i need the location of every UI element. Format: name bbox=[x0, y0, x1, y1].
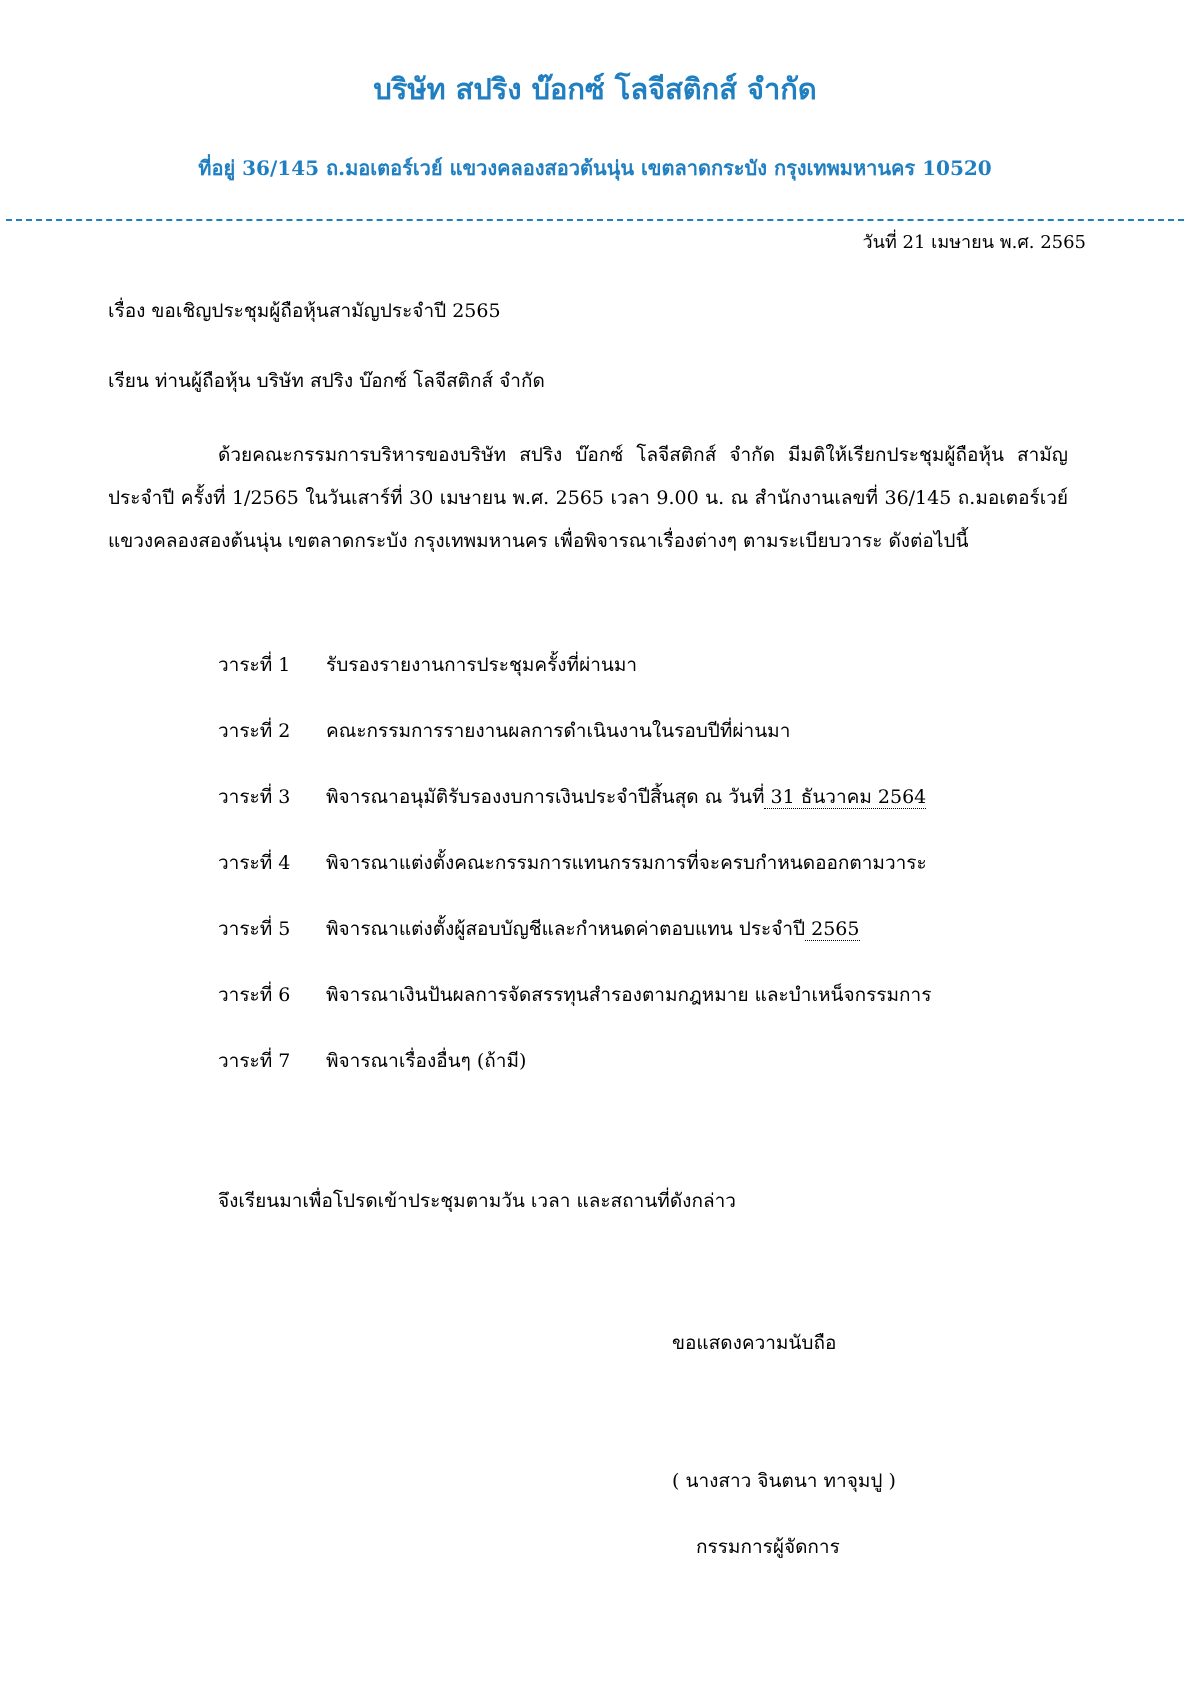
agenda-number: วาระที่ 4 bbox=[218, 852, 291, 874]
agenda-text: พิจารณาแต่งตั้งผู้สอบบัญชีและกำหนดค่าตอบแทน ประจำปี bbox=[326, 918, 806, 940]
agenda-text: คณะกรรมการรายงานผลการดำเนินงานในรอบปีที่ผ่านมา bbox=[326, 720, 791, 742]
agenda-number: วาระที่ 7 bbox=[218, 1050, 291, 1072]
regards: ขอแสดงความนับถือ bbox=[672, 1332, 837, 1354]
header-divider bbox=[6, 219, 1184, 221]
company-name: บริษัท สปริง บ๊อกซ์ โลจีสติกส์ จำกัด bbox=[373, 72, 817, 106]
agenda-date-underlined: 31 ธันวาคม 2564 bbox=[764, 786, 927, 808]
agenda-text: พิจารณาเงินปันผลการจัดสรรทุนสำรองตามกฎหมาย และบำเหน็จกรรมการ bbox=[326, 984, 932, 1006]
agenda-number: วาระที่ 2 bbox=[218, 720, 291, 742]
letter-subject: เรื่อง ขอเชิญประชุมผู้ถือหุ้นสามัญประจำปี 2565 bbox=[108, 300, 501, 322]
letter-body: ด้วยคณะกรรมการบริหารของบริษัท สปริง บ๊อกซ์ โลจีสติกส์ จำกัด มีมติให้เรียกประชุมผู้ถือหุ้น สามัญประจำปี ครั้งที่ 1/2565 ในวันเสาร์ที่ 30 เมษายน พ.ศ. 2565 เวลา 9.00 น. ณ สำนักงานเลขที่ 36/145 ถ.มอเตอร์เวย์ แขวงคลองสองต้นนุ่น เขตลาดกระบัง กรุงเทพมหานคร เพื่อพิจารณาเรื่องต่างๆ ตามระเบียบวาระ ดังต่อไปนี้ bbox=[108, 444, 1068, 552]
agenda-item bbox=[218, 914, 860, 944]
agenda-item bbox=[218, 782, 926, 812]
agenda-text: รับรองรายงานการประชุมครั้งที่ผ่านมา bbox=[326, 654, 638, 676]
agenda-number: วาระที่ 1 bbox=[218, 654, 291, 676]
signer-name: ( นางสาว จินตนา ทาจุมปู ) bbox=[672, 1470, 896, 1492]
agenda-text: พิจารณาอนุมัติรับรองงบการเงินประจำปีสิ้นสุด ณ วันที่ bbox=[326, 786, 765, 808]
agenda-number: วาระที่ 6 bbox=[218, 984, 291, 1006]
agenda-number: วาระที่ 3 bbox=[218, 786, 291, 808]
agenda-text: พิจารณาแต่งตั้งคณะกรรมการแทนกรรมการที่จะครบกำหนดออกตามวาระ bbox=[326, 852, 927, 874]
closing-statement: จึงเรียนมาเพื่อโปรดเข้าประชุมตามวัน เวลา และสถานที่ดังกล่าว bbox=[218, 1190, 736, 1212]
agenda-item bbox=[218, 980, 931, 1010]
agenda-number: วาระที่ 5 bbox=[218, 918, 291, 940]
agenda-item bbox=[218, 1046, 526, 1076]
letter-recipient: เรียน ท่านผู้ถือหุ้น บริษัท สปริง บ๊อกซ์ โลจีสติกส์ จำกัด bbox=[108, 370, 545, 392]
agenda-item bbox=[218, 716, 790, 746]
agenda-item bbox=[218, 848, 927, 878]
agenda-text: พิจารณาเรื่องอื่นๆ (ถ้ามี) bbox=[326, 1050, 527, 1072]
company-address: ที่อยู่ 36/145 ถ.มอเตอร์เวย์ แขวงคลองสอวต้นนุ่น เขตลาดกระบัง กรุงเทพมหานคร 10520 bbox=[198, 156, 992, 180]
signer-position: กรรมการผู้จัดการ bbox=[696, 1536, 840, 1558]
agenda-year-underlined: 2565 bbox=[805, 918, 860, 940]
letter-date: วันที่ 21 เมษายน พ.ศ. 2565 bbox=[862, 232, 1086, 253]
agenda-item bbox=[218, 650, 637, 680]
